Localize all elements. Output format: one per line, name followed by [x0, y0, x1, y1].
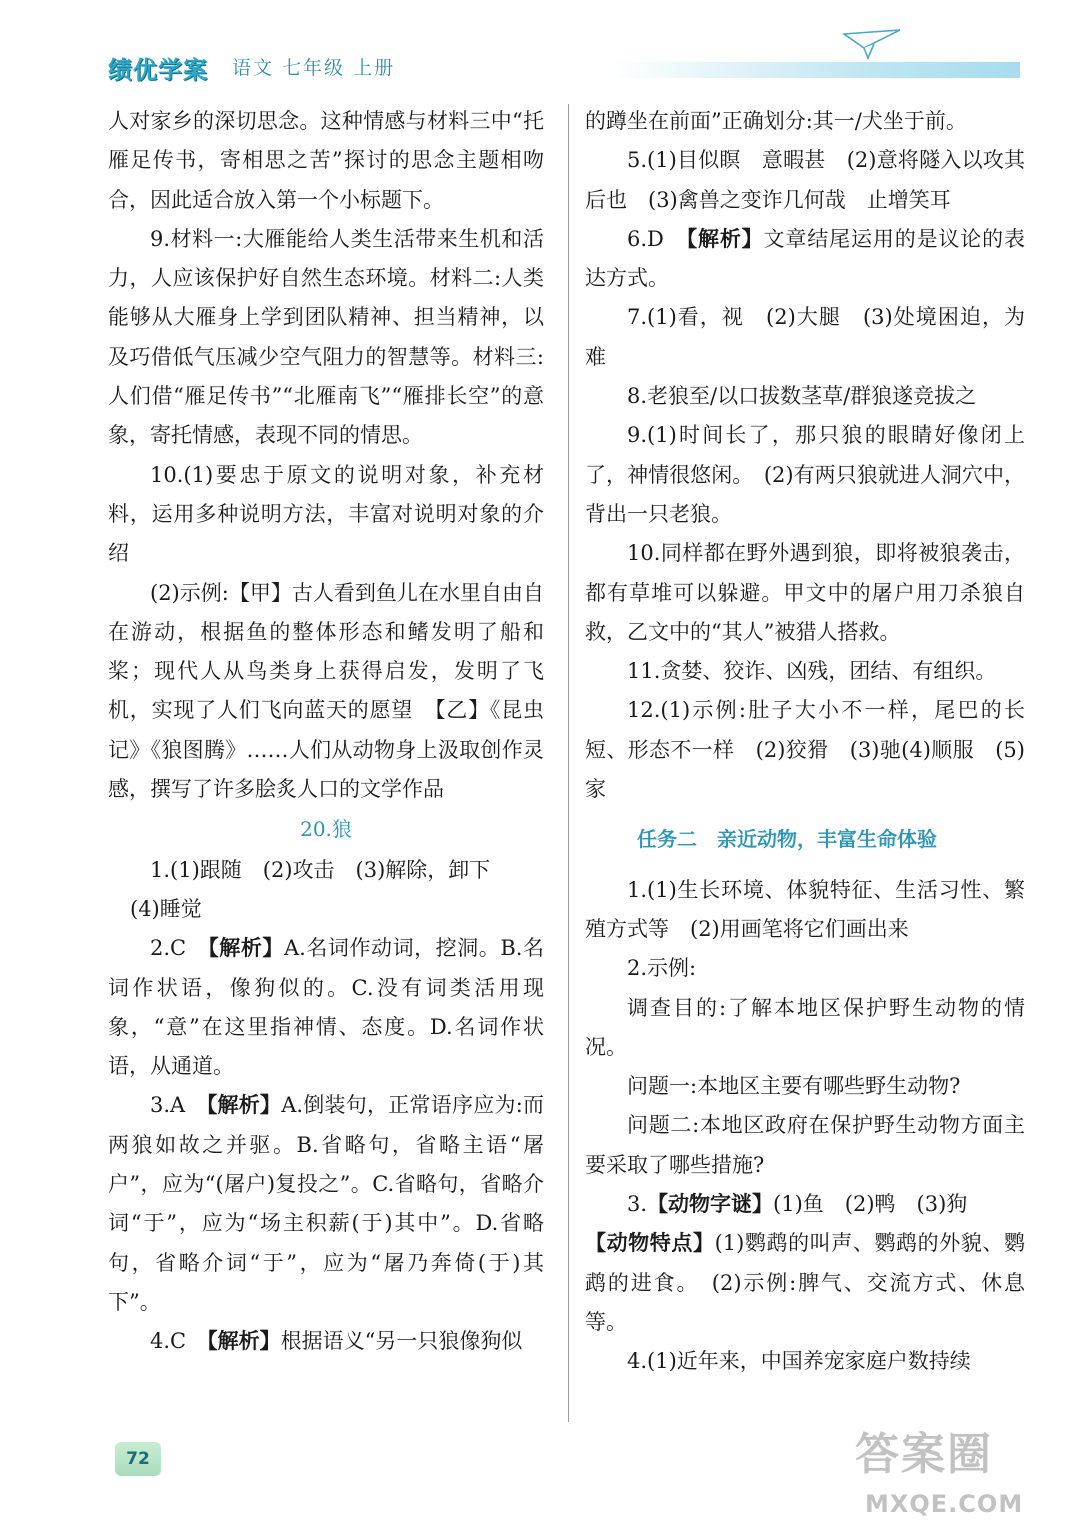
answer-label: 2.C — [150, 936, 209, 961]
wolf-answer-3 — [108, 1086, 544, 1322]
page-header — [0, 0, 1067, 90]
survey-question-2: 问题二:本地区政府在保护野生动物方面主要采取了哪些措施? — [585, 1113, 1025, 1177]
survey-purpose: 调查目的:了解本地区保护野生动物的情况。 — [585, 995, 1025, 1059]
wolf-answer-1-cont: (4)睡觉 — [130, 896, 202, 921]
watermark-logo — [855, 1418, 1055, 1530]
answer-text: A.名词作动词，挖洞。B.名词作状语，像狗似的。C.没有词类活用现象，“意”在这里指神情、态度。D.名词作状语，从通道。 — [108, 936, 545, 1079]
book-subject: 语文 七年级 上册 — [232, 57, 396, 79]
riddle-tag: 【动物字谜】 — [647, 1192, 774, 1217]
animal-features — [585, 1224, 1025, 1342]
task-answer-3 — [585, 1185, 1025, 1224]
task-answer-4: 4.(1)近年来，中国养宠家庭户数持续 — [627, 1349, 971, 1374]
answer-text: 文章结尾运用的是议论的表达方式。 — [585, 226, 1026, 291]
answer-text: (1)鹦鹉的叫声、鹦鹉的外貌、鹦鹉的进食。 (2)示例:脾气、交流方式、休息等。 — [585, 1231, 1026, 1334]
analysis-tag: 【解析】 — [686, 226, 764, 251]
wolf-answer-2 — [108, 929, 544, 1086]
answer-text: (1)鱼 (2)鸭 (3)狗 — [773, 1192, 968, 1217]
wolf-answer-1: 1.(1)跟随 (2)攻击 (3)解除，卸下 — [150, 857, 491, 882]
wolf-answer-7: 7.(1)看，视 (2)大腿 (3)处境困迫，为难 — [585, 305, 1025, 369]
wolf-answer-10: 10.同样都在野外遇到狼，即将被狼袭击，都有草堆可以躲避。甲文中的屠户用刀杀狼自救，乙文中的“其人”被猎人搭救。 — [585, 541, 1025, 644]
answer-label: 4.C — [150, 1329, 208, 1354]
column-divider — [568, 104, 569, 1422]
answer-text: 根据语义“另一只狼像狗似 — [280, 1329, 523, 1354]
wolf-answer-11: 11.贪婪、狡诈、凶残，团结、有组织。 — [627, 659, 997, 684]
answer-text: A.倒装句，正常语序应为:而两狼如故之并驱。B.省略句，省略主语“屠户”，应为“(屠户)复投之”。C.省略句，省略介词“于”，应为“场主积薪(于)其中”。D.省略句，省略介词“于”，应为“屠乃奔倚(于)其下”。 — [108, 1093, 545, 1314]
wolf-answer-9: 9.(1)时间长了，那只狼的眼睛好像闭上了，神情很悠闲。 (2)有两只狼就进人洞穴中，背出一只老狼。 — [585, 423, 1025, 526]
wolf-answer-8: 8.老狼至/以口拔数茎草/群狼遂竞拔之 — [627, 384, 977, 409]
watermark-text: 答案圈 — [855, 1429, 993, 1480]
task-answer-1: 1.(1)生长环境、体貌特征、生活习性、繁殖方式等 (2)用画笔将它们画出来 — [585, 877, 1025, 941]
survey-question-1: 问题一:本地区主要有哪些野生动物? — [627, 1074, 961, 1099]
task-answer-2: 2.示例: — [627, 956, 697, 981]
right-column — [585, 102, 1025, 1382]
wolf-answer-4 — [108, 1322, 544, 1361]
answer-10-1: 10.(1)要忠于原文的说明对象，补充材料，运用多种说明方法，丰富对说明对象的介绍 — [108, 462, 544, 566]
answer-10-2: (2)示例:【甲】古人看到鱼儿在水里自由自在游动，根据鱼的整体形态和鳍发明了船和桨；现代人从鸟类身上获得启发，发明了飞机，实现了人们飞向蓝天的愿望 【乙】《昆虫记》《狼图腾》……人们从动物身上汲取创作灵感，撰写了许多脍炙人口的文学作品 — [108, 580, 544, 802]
answer-label: 6.D — [627, 226, 687, 251]
wolf-answer-12: 12.(1)示例:肚子大小不一样，尾巴的长短、形态不一样 (2)狡猾 (3)驰(4)顺服 (5)家 — [585, 698, 1025, 802]
analysis-tag: 【解析】 — [208, 936, 284, 961]
wolf-answer-5: 5.(1)目似瞑 意暇甚 (2)意将隧入以攻其后也 (3)禽兽之变诈几何哉 止增笑耳 — [585, 148, 1025, 212]
answer-label: 3.A — [150, 1093, 207, 1118]
answer-label: 3. — [627, 1192, 648, 1217]
analysis-tag: 【解析】 — [207, 1329, 281, 1354]
features-tag: 【动物特点】 — [585, 1231, 715, 1256]
wolf-answer-4-continued: 的蹲坐在前面”正确划分:其一/犬坐于前。 — [585, 109, 967, 133]
answer-8-continued: 人对家乡的深切思念。这种情感与材料三中“托雁足传书，寄相思之苦”探讨的思念主题相吻合，因此适合放入第一个小标题下。 — [108, 109, 544, 212]
answer-9: 9.材料一:大雁能给人类生活带来生机和活力，人应该保护好自然生态环境。材料二:人类能够从大雁身上学到团队精神、担当精神，以及巧借低气压减少空气阻力的智慧等。材料三:人们借“雁足传书”“北雁南飞”“雁排长空”的意象，寄托情感，表现不同的情思。 — [108, 226, 544, 448]
task-2-title: 任务二 亲近动物，丰富生命体验 — [637, 827, 937, 852]
watermark-url: MXQE.COM — [865, 1490, 1024, 1518]
paper-plane-icon — [842, 28, 902, 62]
left-column — [108, 102, 544, 1362]
section-title-wolf: 20.狼 — [300, 817, 352, 842]
wolf-answer-6 — [585, 220, 1025, 299]
page-number: 72 — [115, 1442, 161, 1476]
book-brand: 绩优学案 — [108, 56, 208, 84]
analysis-tag: 【解析】 — [206, 1093, 282, 1118]
